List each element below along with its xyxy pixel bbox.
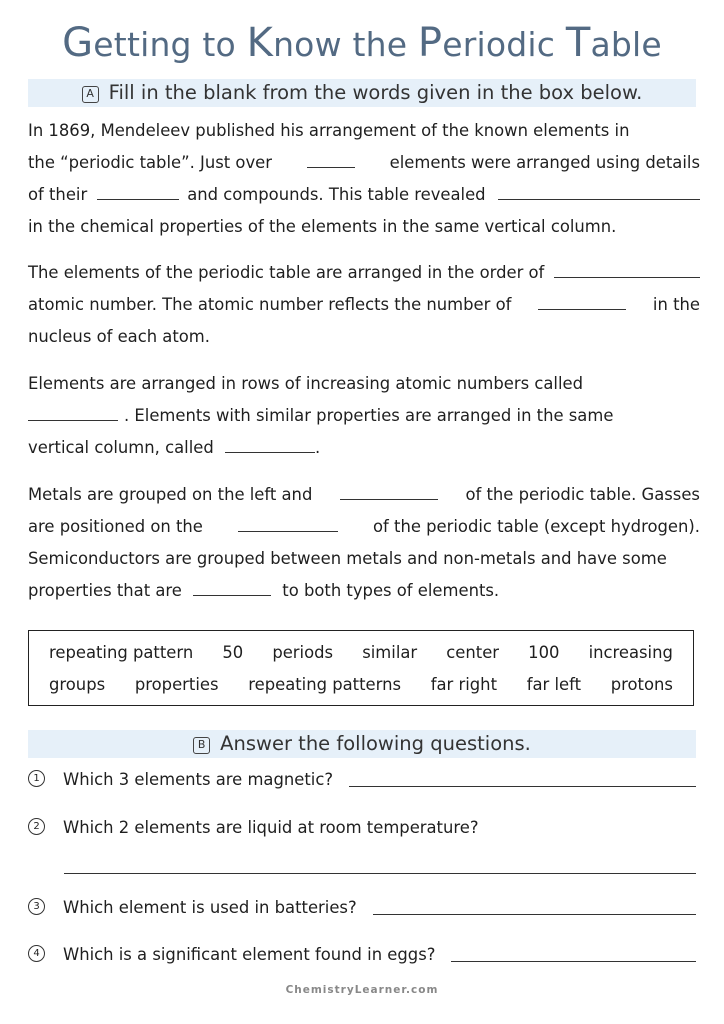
text-line (28, 400, 700, 432)
word-bank-item: similar (362, 643, 418, 662)
text-segment: to both types of elements. (282, 581, 500, 600)
text-line (28, 147, 700, 179)
word-bank-item: far left (526, 675, 582, 694)
question-text: Which 2 elements are liquid at room temperature? (63, 818, 479, 837)
answer-blank[interactable] (554, 257, 700, 278)
answer-blank[interactable] (498, 179, 700, 200)
word-bank-box (28, 630, 694, 706)
text-segment: . Elements with similar properties are arranged in the same (124, 406, 614, 425)
word-bank-item: properties (134, 675, 219, 694)
title-text: now the (273, 25, 418, 64)
title-initial: G (62, 20, 94, 66)
word-bank-item: 100 (528, 643, 560, 662)
question-item (28, 898, 696, 917)
title-text: able (590, 25, 662, 64)
paragraph-4 (28, 479, 700, 607)
text-line: Semiconductors are grouped between metals and non-metals and have some (28, 549, 667, 568)
text-line: Elements are arranged in rows of increasing atomic numbers called (28, 374, 583, 393)
question-item (28, 770, 696, 789)
question-number: 4 (28, 945, 45, 962)
question-number: 1 (28, 770, 45, 787)
word-bank-item: far right (430, 675, 497, 694)
text-segment: are positioned on the (28, 517, 203, 536)
text-segment: The elements of the periodic table are arranged in the order of (28, 263, 545, 282)
text-segment: Metals are grouped on the left and (28, 485, 313, 504)
answer-line[interactable] (64, 873, 696, 874)
section-a-letter: A (82, 86, 99, 103)
text-segment: atomic number. The atomic number reflects the number of (28, 295, 512, 314)
word-bank-item: repeating patterns (248, 675, 401, 694)
text-line (28, 257, 700, 289)
text-line (28, 575, 700, 607)
text-segment: and compounds. This table revealed (187, 185, 486, 204)
text-line (28, 432, 700, 464)
text-line: nucleus of each atom. (28, 327, 210, 346)
question-item (28, 945, 696, 964)
text-line: in the chemical properties of the elements in the same vertical column. (28, 217, 617, 236)
answer-line[interactable] (349, 785, 696, 787)
answer-blank[interactable] (340, 479, 438, 500)
text-line (28, 511, 700, 543)
word-bank-row (29, 669, 693, 701)
text-segment: vertical column, called (28, 438, 214, 457)
text-line (28, 479, 700, 511)
question-item (28, 818, 696, 837)
word-bank-row (29, 637, 693, 669)
section-a-instruction: Fill in the blank from the words given in the box below. (108, 81, 643, 104)
answer-blank[interactable] (238, 511, 338, 532)
text-segment: properties that are (28, 581, 182, 600)
title-text: eriodic (442, 25, 566, 64)
answer-blank[interactable] (97, 179, 179, 200)
question-text: Which is a significant element found in eggs? (63, 945, 436, 964)
page-title (0, 20, 724, 66)
text-segment: of the periodic table (except hydrogen). (373, 517, 700, 536)
text-segment: of their (28, 185, 88, 204)
section-a-header (28, 79, 696, 107)
word-bank-item: periods (272, 643, 334, 662)
answer-blank[interactable] (225, 432, 315, 453)
paragraph-1 (28, 115, 700, 243)
title-text: etting to (93, 25, 247, 64)
question-text: Which element is used in batteries? (63, 898, 357, 917)
title-initial: P (417, 20, 443, 66)
answer-blank[interactable] (307, 147, 355, 168)
word-bank-item: groups (49, 675, 106, 694)
text-segment: . (314, 438, 321, 457)
title-initial: K (246, 20, 274, 66)
paragraph-2 (28, 257, 700, 353)
word-bank-item: repeating pattern (49, 643, 194, 662)
word-bank-item: 50 (222, 643, 244, 662)
word-bank-item: protons (610, 675, 673, 694)
paragraph-3 (28, 368, 700, 464)
text-segment: of the periodic table. Gasses (465, 485, 700, 504)
answer-line[interactable] (451, 960, 696, 962)
text-segment: in the (652, 295, 700, 314)
section-b-instruction: Answer the following questions. (220, 732, 531, 755)
answer-blank[interactable] (193, 575, 271, 596)
footer-brand: ChemistryLearner.com (285, 984, 439, 996)
question-number: 3 (28, 898, 45, 915)
word-bank-item: increasing (588, 643, 673, 662)
answer-blank[interactable] (28, 400, 118, 421)
word-bank-item: center (446, 643, 500, 662)
text-line (28, 289, 700, 321)
text-line (28, 179, 700, 211)
text-segment: elements were arranged using details (389, 153, 700, 172)
answer-blank[interactable] (538, 289, 626, 310)
text-segment: the “periodic table”. Just over (28, 153, 272, 172)
section-b-header (28, 730, 696, 758)
title-initial: T (565, 20, 591, 66)
text-line: In 1869, Mendeleev published his arrangement of the known elements in (28, 121, 630, 140)
question-number: 2 (28, 818, 45, 835)
answer-line[interactable] (373, 913, 696, 915)
question-text: Which 3 elements are magnetic? (63, 770, 334, 789)
section-b-letter: B (193, 737, 210, 754)
